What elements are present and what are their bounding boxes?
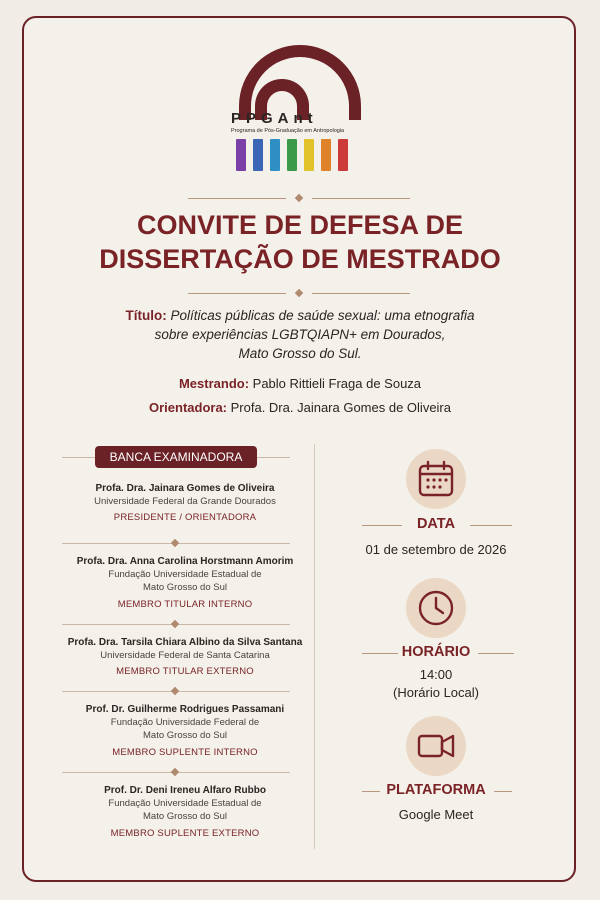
rainbow-stripe — [304, 139, 314, 171]
member-institution: Universidade Federal de Santa Catarina — [100, 650, 270, 661]
thesis-line-1: Políticas públicas de saúde sexual: uma etnografia — [170, 308, 475, 323]
platform-label: PLATAFORMA — [386, 782, 486, 798]
date-label: DATA — [416, 516, 456, 532]
heading-line-1: CONVITE DE DEFESA DE — [136, 210, 464, 240]
rainbow-stripe — [270, 139, 280, 171]
video-camera-icon — [406, 716, 466, 776]
member-name: Profa. Dra. Anna Carolina Horstmann Amorim — [76, 556, 294, 567]
member-role: MEMBRO TITULAR EXTERNO — [116, 666, 254, 677]
member-name: Prof. Dr. Deni Ireneu Alfaro Rubbo — [104, 785, 266, 796]
thesis-title — [80, 306, 520, 363]
member-institution: Fundação Universidade Federal de — [110, 717, 260, 728]
member-institution: Fundação Universidade Estadual de — [108, 569, 262, 580]
time-label: HORÁRIO — [401, 644, 471, 660]
student-name: Pablo Rittieli Fraga de Souza — [252, 376, 422, 391]
rainbow-stripe — [287, 139, 297, 171]
advisor-label: Orientadora: — [148, 400, 227, 415]
rainbow-stripes — [236, 139, 348, 171]
advisor-line — [0, 400, 600, 415]
member-role: MEMBRO SUPLENTE INTERNO — [112, 747, 258, 758]
platform-value: Google Meet — [398, 807, 474, 822]
member-institution-2: Mato Grosso do Sul — [143, 811, 227, 822]
member-name: Profa. Dra. Jainara Gomes de Oliveira — [95, 483, 275, 494]
logo-acronym: PPGAnt — [231, 110, 318, 127]
student-line — [0, 376, 600, 391]
time-value: 14:00 — [419, 667, 453, 682]
member-institution: Universidade Federal da Grande Dourados — [94, 496, 276, 507]
heading-line-2: DISSERTAÇÃO DE MESTRADO — [99, 244, 501, 274]
divider-line — [188, 293, 286, 294]
member-institution-2: Mato Grosso do Sul — [143, 582, 227, 593]
date-value: 01 de setembro de 2026 — [365, 542, 507, 557]
banca-member — [55, 482, 315, 524]
member-role: MEMBRO TITULAR INTERNO — [117, 599, 253, 610]
rainbow-stripe — [321, 139, 331, 171]
banca-member — [55, 636, 315, 678]
member-name: Prof. Dr. Guilherme Rodrigues Passamani — [85, 704, 285, 715]
member-role: MEMBRO SUPLENTE EXTERNO — [110, 828, 260, 839]
thesis-label: Título: — [125, 308, 167, 323]
banca-member — [55, 703, 315, 759]
banca-header: BANCA EXAMINADORA — [95, 446, 257, 468]
member-name: Profa. Dra. Tarsila Chiara Albino da Silva Santana — [67, 637, 303, 648]
thesis-line-3: Mato Grosso do Sul. — [238, 346, 362, 361]
clock-icon — [406, 578, 466, 638]
divider-line — [312, 198, 410, 199]
banca-member — [55, 555, 315, 611]
rainbow-stripe — [338, 139, 348, 171]
divider-line — [188, 198, 286, 199]
thesis-line-2: sobre experiências LGBTQIAPN+ em Dourados, — [154, 327, 446, 342]
logo-program-name: Programa de Pós-Graduação em Antropologia — [231, 128, 345, 134]
divider-line — [312, 293, 410, 294]
member-role: PRESIDENTE / ORIENTADORA — [113, 512, 257, 523]
rainbow-stripe — [236, 139, 246, 171]
member-institution-2: Mato Grosso do Sul — [143, 730, 227, 741]
member-institution: Fundação Universidade Estadual de — [108, 798, 262, 809]
calendar-icon — [406, 449, 466, 509]
banca-member — [55, 784, 315, 840]
advisor-name: Profa. Dra. Jainara Gomes de Oliveira — [230, 400, 451, 415]
student-label: Mestrando: — [178, 376, 250, 391]
time-note: (Horário Local) — [393, 685, 479, 700]
rainbow-stripe — [253, 139, 263, 171]
